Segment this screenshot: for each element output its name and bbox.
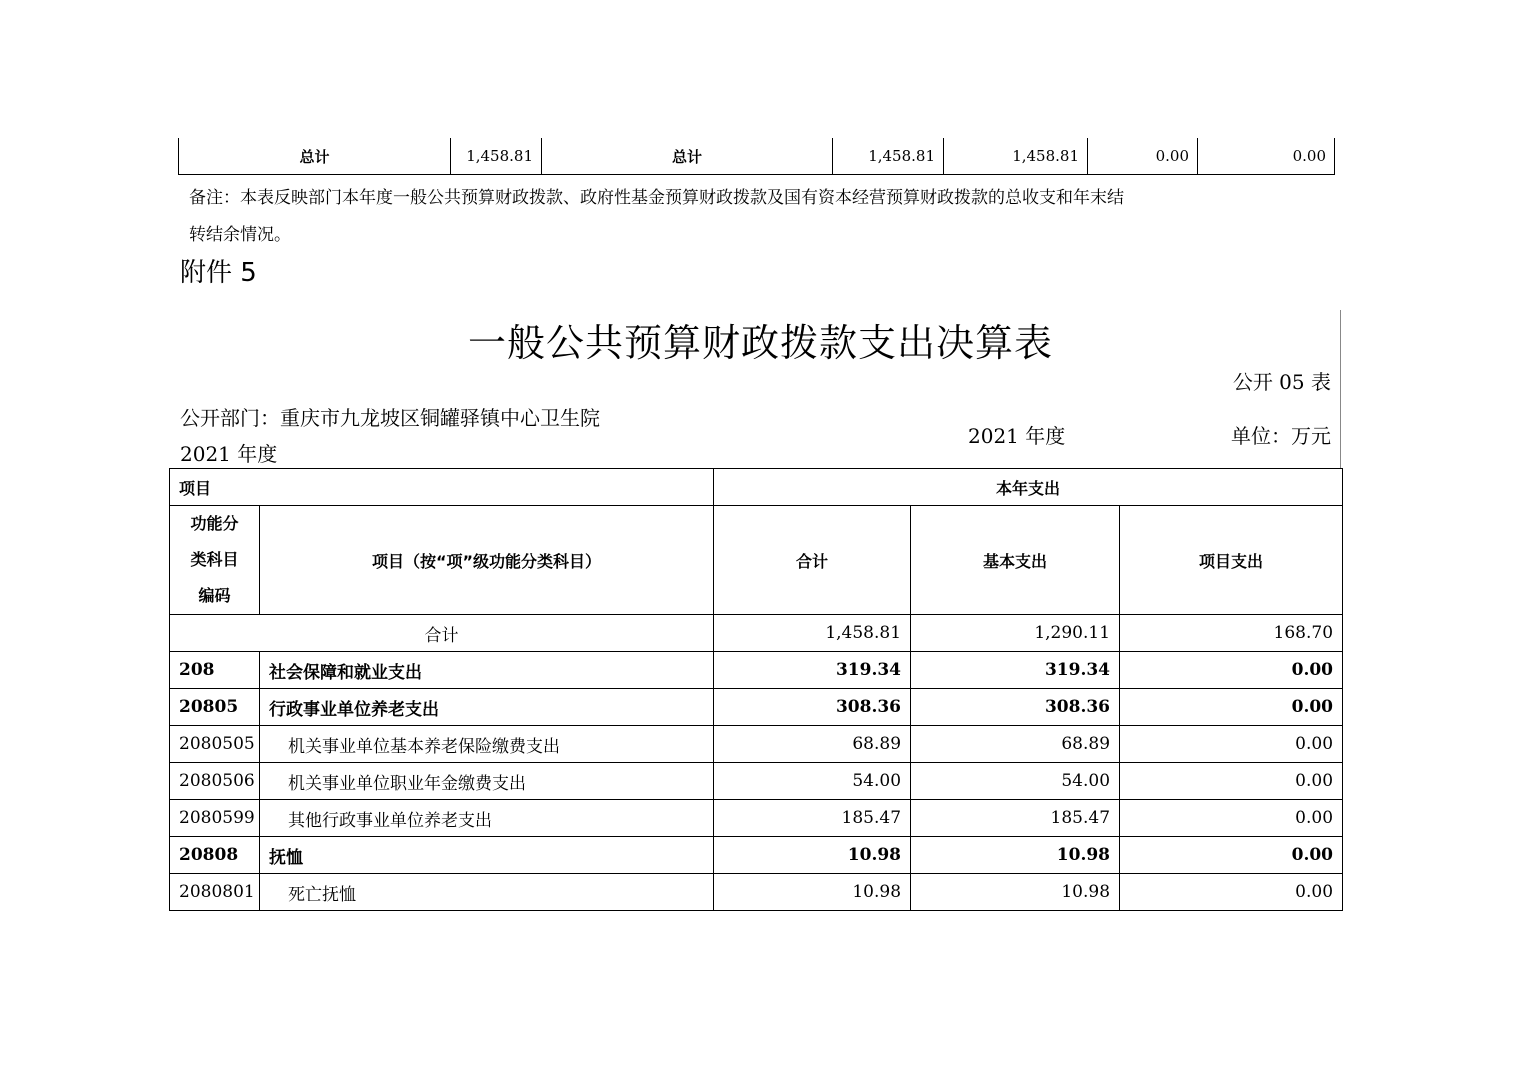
table-row bbox=[170, 726, 1343, 763]
table-row bbox=[170, 652, 1343, 689]
row-project: 0.00 bbox=[1120, 763, 1343, 800]
row-code: 2080599 bbox=[170, 800, 260, 837]
table-row bbox=[170, 874, 1343, 911]
previous-table-total-row bbox=[178, 138, 1335, 175]
header-item-name: 项目（按“项”级功能分类科目） bbox=[260, 506, 714, 615]
year-left: 2021 年度 bbox=[180, 442, 278, 466]
total-row-project: 168.70 bbox=[1120, 615, 1343, 652]
row-code: 2080801 bbox=[170, 874, 260, 911]
attachment-label: 附件 5 bbox=[180, 258, 257, 288]
row-total: 10.98 bbox=[714, 874, 911, 911]
row-name: 社会保障和就业支出 bbox=[260, 652, 714, 689]
row-name: 机关事业单位职业年金缴费支出 bbox=[260, 763, 714, 800]
department: 公开部门：重庆市九龙坡区铜罐驿镇中心卫生院 bbox=[180, 406, 600, 430]
total-value-2: 1,458.81 bbox=[944, 138, 1088, 175]
row-basic: 10.98 bbox=[911, 874, 1120, 911]
row-total: 10.98 bbox=[714, 837, 911, 874]
total-row bbox=[170, 615, 1343, 652]
total-value-1: 1,458.81 bbox=[833, 138, 944, 175]
header-row bbox=[170, 469, 1343, 506]
header-item: 项目 bbox=[170, 469, 714, 506]
total-row-basic: 1,290.11 bbox=[911, 615, 1120, 652]
header-basic: 基本支出 bbox=[911, 506, 1120, 615]
row-code: 20808 bbox=[170, 837, 260, 874]
row-basic: 308.36 bbox=[911, 689, 1120, 726]
row-code: 20805 bbox=[170, 689, 260, 726]
divider bbox=[1340, 310, 1341, 468]
unit-label: 单位：万元 bbox=[1231, 424, 1331, 448]
row-name: 机关事业单位基本养老保险缴费支出 bbox=[260, 726, 714, 763]
total-value-left: 1,458.81 bbox=[451, 138, 542, 175]
table-row bbox=[170, 837, 1343, 874]
form-number: 公开 05 表 bbox=[1232, 370, 1331, 394]
table-row bbox=[170, 763, 1343, 800]
header-code-line: 编码 bbox=[198, 586, 231, 605]
total-label-right: 总计 bbox=[542, 138, 833, 175]
row-project: 0.00 bbox=[1120, 726, 1343, 763]
row-name: 抚恤 bbox=[260, 837, 714, 874]
row-total: 319.34 bbox=[714, 652, 911, 689]
table-row bbox=[170, 800, 1343, 837]
table-row bbox=[170, 689, 1343, 726]
row-basic: 10.98 bbox=[911, 837, 1120, 874]
expenditure-table bbox=[169, 468, 1343, 911]
header-project: 项目支出 bbox=[1120, 506, 1343, 615]
row-basic: 319.34 bbox=[911, 652, 1120, 689]
row-basic: 54.00 bbox=[911, 763, 1120, 800]
row-project: 0.00 bbox=[1120, 837, 1343, 874]
note-line-1: 备注：本表反映部门本年度一般公共预算财政拨款、政府性基金预算财政拨款及国有资本经营预算财政拨款的总收支和年末结 bbox=[189, 188, 1124, 208]
row-basic: 68.89 bbox=[911, 726, 1120, 763]
year-center: 2021 年度 bbox=[968, 424, 1066, 448]
row-total: 68.89 bbox=[714, 726, 911, 763]
note-line-2: 转结余情况。 bbox=[189, 225, 291, 245]
header-code-line: 类科目 bbox=[190, 550, 239, 569]
row-project: 0.00 bbox=[1120, 800, 1343, 837]
header-row bbox=[170, 506, 1343, 615]
total-value-3: 0.00 bbox=[1088, 138, 1198, 175]
header-total: 合计 bbox=[714, 506, 911, 615]
row-total: 185.47 bbox=[714, 800, 911, 837]
header-this-year: 本年支出 bbox=[714, 469, 1343, 506]
total-row-label: 合计 bbox=[170, 615, 714, 652]
row-project: 0.00 bbox=[1120, 689, 1343, 726]
total-row-total: 1,458.81 bbox=[714, 615, 911, 652]
header-code-line: 功能分 bbox=[190, 514, 239, 533]
row-project: 0.00 bbox=[1120, 652, 1343, 689]
row-total: 54.00 bbox=[714, 763, 911, 800]
header-code bbox=[170, 506, 260, 615]
row-basic: 185.47 bbox=[911, 800, 1120, 837]
total-value-4: 0.00 bbox=[1198, 138, 1335, 175]
row-project: 0.00 bbox=[1120, 874, 1343, 911]
row-code: 2080506 bbox=[170, 763, 260, 800]
total-label-left: 总计 bbox=[179, 138, 451, 175]
row-name: 行政事业单位养老支出 bbox=[260, 689, 714, 726]
row-name: 其他行政事业单位养老支出 bbox=[260, 800, 714, 837]
row-code: 208 bbox=[170, 652, 260, 689]
row-code: 2080505 bbox=[170, 726, 260, 763]
table-row bbox=[179, 138, 1335, 175]
row-total: 308.36 bbox=[714, 689, 911, 726]
page-title: 一般公共预算财政拨款支出决算表 bbox=[467, 321, 1053, 365]
row-name: 死亡抚恤 bbox=[260, 874, 714, 911]
